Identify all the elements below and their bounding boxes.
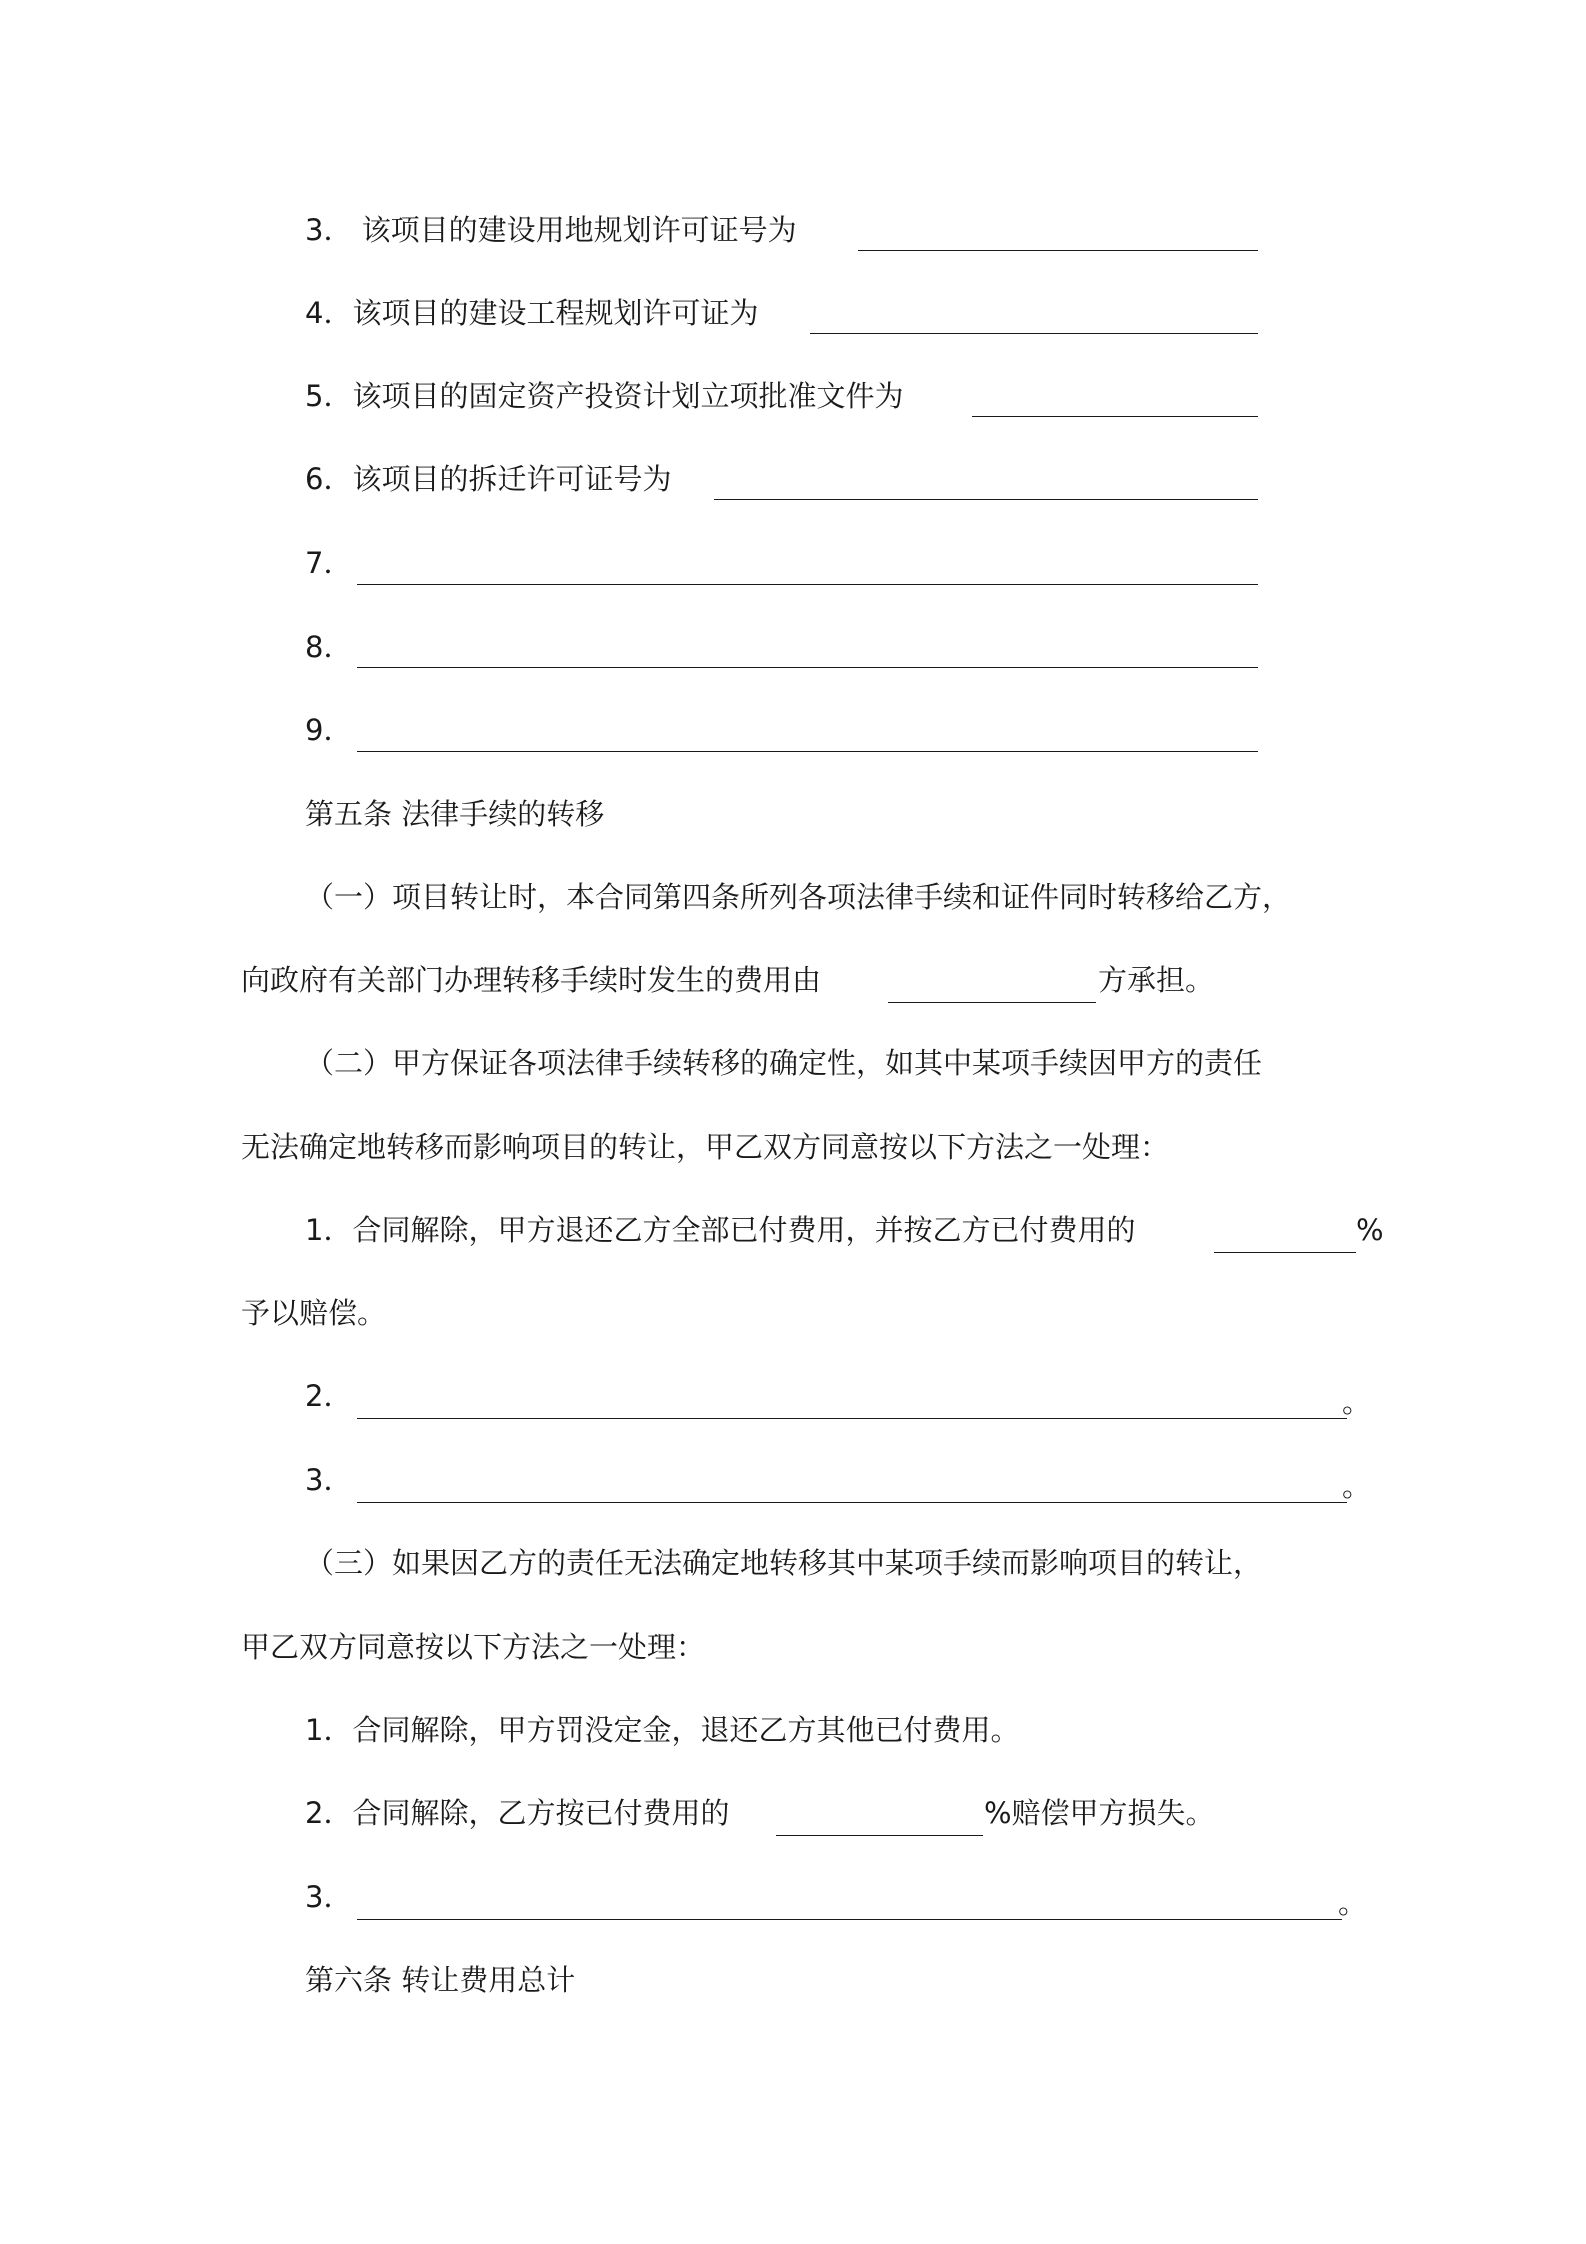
fill-blank[interactable] <box>357 1418 1347 1419</box>
item-4-engineering-permit <box>305 293 758 333</box>
p3-item-2-end <box>984 1793 1215 1833</box>
para-text: 2．合同解除，乙方按已付费用的 <box>305 1796 730 1830</box>
p3-item-2 <box>305 1793 729 1833</box>
fill-blank[interactable] <box>810 333 1258 334</box>
para-text: 方承担。 <box>1098 963 1215 997</box>
item-label: 3． <box>305 1880 353 1914</box>
article-5-heading <box>305 794 604 834</box>
para-text: （三）如果因乙方的责任无法确定地转移其中某项手续而影响项目的转让， <box>305 1546 1263 1580</box>
period: 。 <box>1342 1385 1372 1419</box>
article-5-para3-line1 <box>305 1543 1262 1583</box>
item-label: 5．该项目的固定资产投资计划立项批准文件为 <box>305 379 904 413</box>
article-5-para3-line2 <box>241 1627 705 1667</box>
para-text: （二）甲方保证各项法律手续转移的确定性，如其中某项手续因甲方的责任 <box>305 1046 1263 1080</box>
article-5-para1-line1 <box>305 877 1291 917</box>
fill-blank[interactable] <box>888 1002 1096 1003</box>
p2-item-3-period <box>1342 1466 1371 1506</box>
fill-blank[interactable] <box>972 416 1258 417</box>
p2-item-2 <box>305 1376 352 1416</box>
item-8 <box>305 627 352 667</box>
item-label: 8． <box>305 630 353 664</box>
item-9 <box>305 710 352 750</box>
para-text: %赔偿甲方损失。 <box>984 1796 1215 1830</box>
heading-text: 第五条 法律手续的转移 <box>305 797 605 831</box>
item-7 <box>305 543 352 583</box>
article-5-para2-line2 <box>241 1127 1169 1167</box>
p2-item-1 <box>305 1210 1135 1250</box>
para-text: 无法确定地转移而影响项目的转让，甲乙双方同意按以下方法之一处理： <box>241 1130 1170 1164</box>
para-text: 向政府有关部门办理转移手续时发生的费用由 <box>241 963 822 997</box>
item-label: 3． <box>305 1463 353 1497</box>
item-6-demolition-permit <box>305 459 671 499</box>
p2-item-1-percent <box>1356 1210 1384 1250</box>
item-label: 3． 该项目的建设用地规划许可证号为 <box>305 213 797 247</box>
fill-blank[interactable] <box>357 667 1258 668</box>
fill-blank[interactable] <box>357 584 1258 585</box>
percent-sign: % <box>1356 1213 1384 1247</box>
fill-blank[interactable] <box>357 1502 1347 1503</box>
item-3-planning-permit <box>305 210 797 250</box>
item-label: 9． <box>305 713 353 747</box>
fill-blank[interactable] <box>357 1919 1342 1920</box>
fill-blank[interactable] <box>858 250 1258 251</box>
p2-item-2-period <box>1342 1382 1371 1422</box>
p3-item-3-period <box>1338 1883 1367 1923</box>
p3-item-3 <box>305 1877 352 1917</box>
p3-item-1 <box>305 1710 1019 1750</box>
para-text: 予以赔偿。 <box>241 1296 387 1330</box>
period: 。 <box>1338 1886 1368 1920</box>
p2-item-1-line2 <box>241 1293 386 1333</box>
period: 。 <box>1342 1469 1372 1503</box>
p2-item-3 <box>305 1460 352 1500</box>
article-6-heading <box>305 1960 575 2000</box>
para-text: 甲乙双方同意按以下方法之一处理： <box>241 1630 706 1664</box>
fill-blank[interactable] <box>714 499 1258 500</box>
item-label: 2． <box>305 1379 353 1413</box>
item-5-investment-approval <box>305 376 903 416</box>
item-label: 7． <box>305 546 353 580</box>
para-text: 1．合同解除，甲方退还乙方全部已付费用，并按乙方已付费用的 <box>305 1213 1136 1247</box>
article-5-para1-line2-end <box>1098 960 1214 1000</box>
article-5-para1-line2 <box>241 960 821 1000</box>
fill-blank[interactable] <box>776 1835 983 1836</box>
item-label: 6．该项目的拆迁许可证号为 <box>305 462 672 496</box>
para-text: 1．合同解除，甲方罚没定金，退还乙方其他已付费用。 <box>305 1713 1020 1747</box>
heading-text: 第六条 转让费用总计 <box>305 1963 576 1997</box>
fill-blank[interactable] <box>1214 1252 1356 1253</box>
fill-blank[interactable] <box>357 751 1258 752</box>
article-5-para2-line1 <box>305 1043 1262 1083</box>
item-label: 4．该项目的建设工程规划许可证为 <box>305 296 759 330</box>
para-text: （一）项目转让时，本合同第四条所列各项法律手续和证件同时转移给乙方， <box>305 880 1292 914</box>
